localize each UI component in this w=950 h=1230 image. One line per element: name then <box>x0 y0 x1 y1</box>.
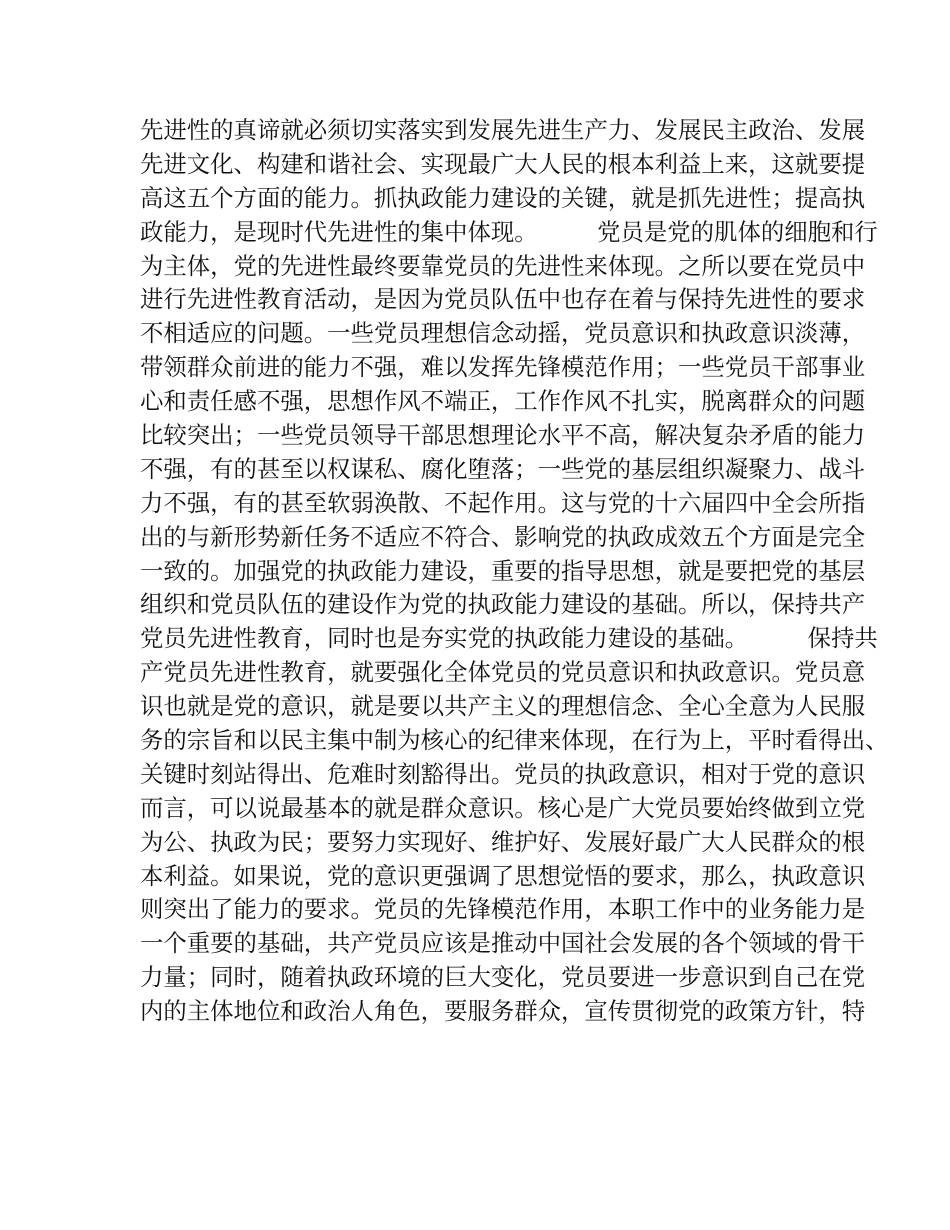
text-line: 本利益。如果说，党的意识更强调了思想觉悟的要求，那么，执政意识 <box>140 861 866 890</box>
text-line: 先进性的真谛就必须切实落实到发展先进生产力、发展民主政治、发展 <box>140 116 866 144</box>
text-line: 进行先进性教育活动，是因为党员队伍中也存在着与保持先进性的要求 <box>140 285 866 314</box>
text-line: 出的与新形势新任务不适应不符合、影响党的执政成效五个方面是完全 <box>140 522 866 551</box>
text-line: 带领群众前进的能力不强，难以发挥先锋模范作用；一些党员干部事业 <box>140 353 866 382</box>
text-line: 高这五个方面的能力。抓执政能力建设的关键，就是抓先进性；提高执 <box>140 183 866 212</box>
text-line: 组织和党员队伍的建设作为党的执政能力建设的基础。所以，保持共产 <box>140 590 866 619</box>
text-line: 则突出了能力的要求。党员的先锋模范作用，本职工作中的业务能力是 <box>140 895 866 924</box>
text-line: 内的主体地位和政治人角色，要服务群众，宣传贯彻党的政策方针，特 <box>140 997 866 1026</box>
text-line: 关键时刻站得出、危难时刻豁得出。党员的执政意识，相对于党的意识 <box>140 759 866 788</box>
text-line: 比较突出；一些党员领导干部思想理论水平不高，解决复杂矛盾的能力 <box>140 421 866 450</box>
text-line: 识也就是党的意识，就是要以共产主义的理想信念、全心全意为人民服 <box>140 692 866 721</box>
text-line: 党员先进性教育，同时也是夯实党的执政能力建设的基础。 保持共 <box>140 624 878 653</box>
text-line: 一个重要的基础，共产党员应该是推动中国社会发展的各个领域的骨干 <box>140 929 866 958</box>
text-line: 而言，可以说最基本的就是群众意识。核心是广大党员要始终做到立党 <box>140 793 866 822</box>
text-line: 力量；同时，随着执政环境的巨大变化，党员要进一步意识到自己在党 <box>140 963 866 992</box>
text-line: 先进文化、构建和谐社会、实现最广大人民的根本利益上来，这就要提 <box>140 149 866 178</box>
text-line: 心和责任感不强，思想作风不端正，工作作风不扎实，脱离群众的问题 <box>140 387 866 416</box>
text-line: 务的宗旨和以民主集中制为核心的纪律来体现，在行为上，平时看得出、 <box>140 726 889 755</box>
text-line: 为公、执政为民；要努力实现好、维护好、发展好最广大人民群众的根 <box>140 827 866 856</box>
text-line: 政能力，是现时代先进性的集中体现。 党员是党的肌体的细胞和行 <box>140 217 878 246</box>
text-line: 一致的。加强党的执政能力建设，重要的指导思想，就是要把党的基层 <box>140 556 866 585</box>
text-line: 不相适应的问题。一些党员理想信念动摇，党员意识和执政意识淡薄， <box>140 319 866 348</box>
text-line: 产党员先进性教育，就要强化全体党员的党员意识和执政意识。党员意 <box>140 658 866 687</box>
text-line: 为主体，党的先进性最终要靠党员的先进性来体现。之所以要在党员中 <box>140 251 866 280</box>
text-line: 力不强，有的甚至软弱涣散、不起作用。这与党的十六届四中全会所指 <box>140 488 866 517</box>
text-line: 不强，有的甚至以权谋私、腐化堕落；一些党的基层组织凝聚力、战斗 <box>140 454 866 483</box>
body-text <box>140 114 889 1029</box>
